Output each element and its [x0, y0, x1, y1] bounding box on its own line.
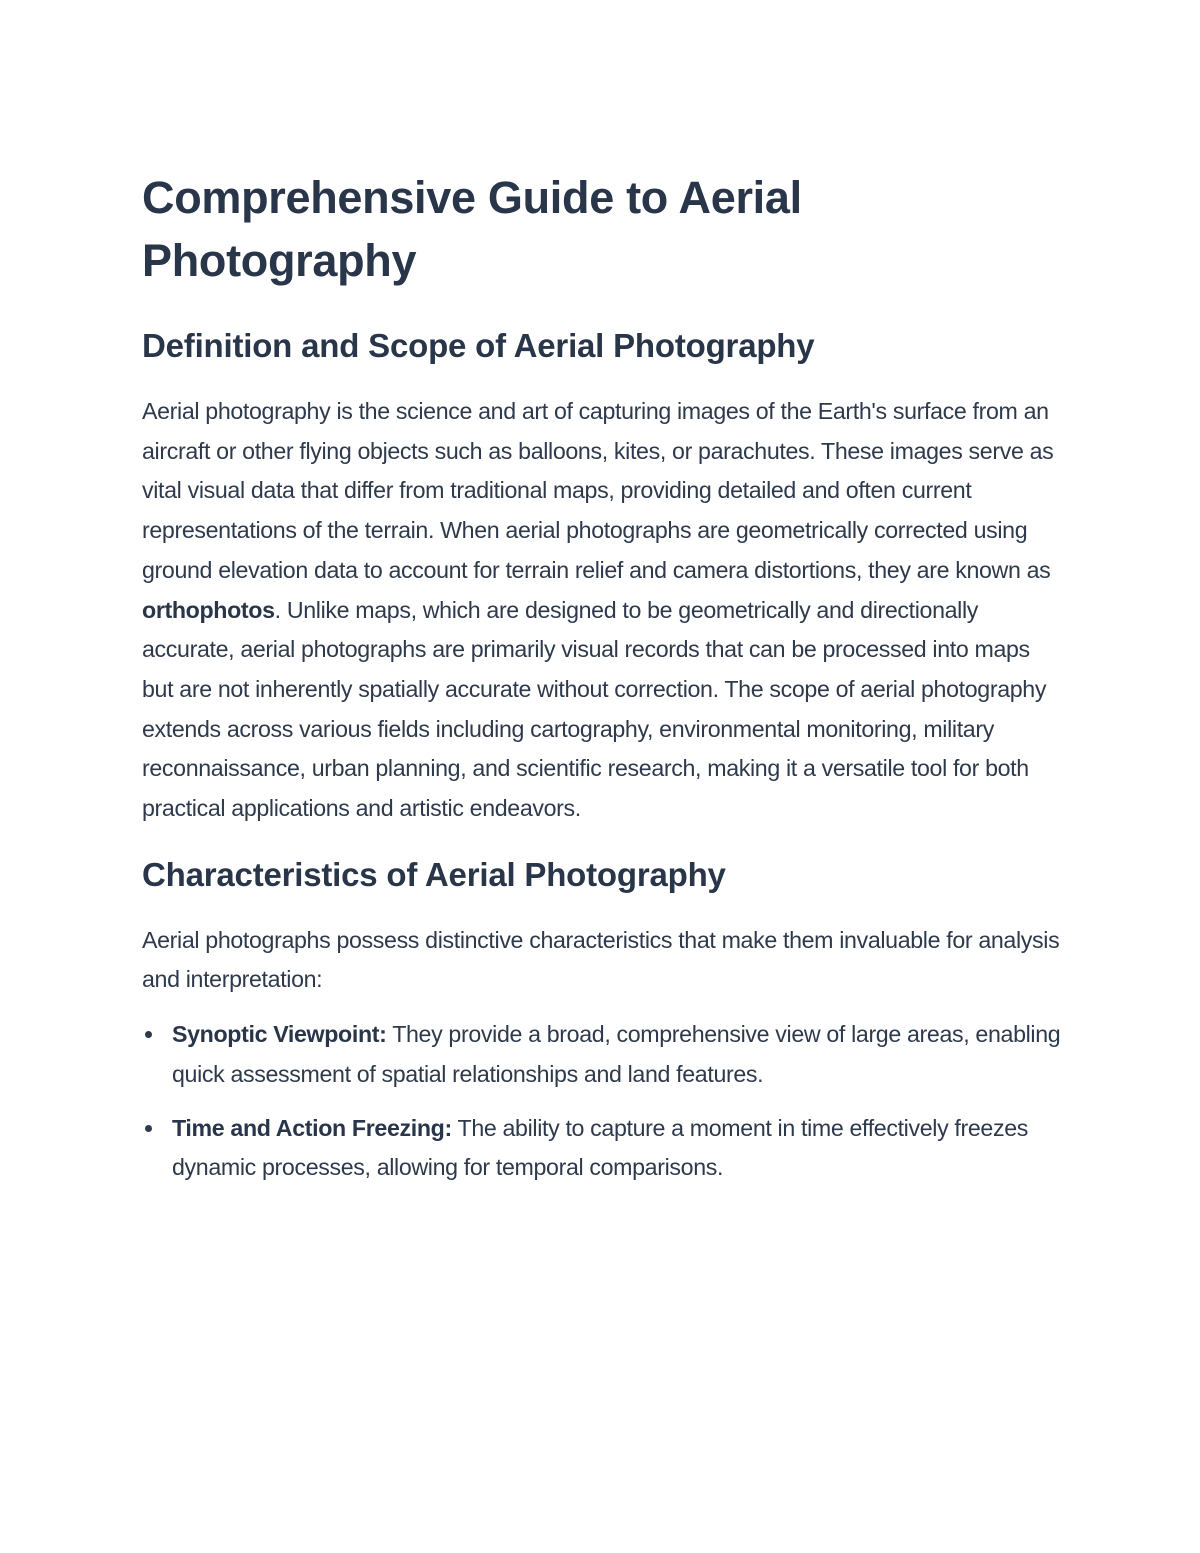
bullet-icon [145, 1031, 152, 1038]
list-item [142, 1109, 1062, 1188]
list-item-text: They provide a broad, comprehensive view of large areas, enabling quick assessment of spatial relationships and land features. [172, 1021, 1061, 1087]
section-body-definition [142, 392, 1062, 829]
body-text-part-2: . Unlike maps, which are designed to be geometrically and directionally accurate, aerial photographs are primarily visual records that can be processed into maps but are not inherently spatially accurate without correction. The scope of aerial photography extends across various fields including cartography, environmental monitoring, military reconnaissance, urban planning, and scientific research, making it a versatile tool for both practical applications and artistic endeavors. [142, 596, 1047, 822]
document-page [142, 166, 1062, 1188]
characteristics-list [142, 1015, 1062, 1188]
list-item-term: Synoptic Viewpoint: [172, 1021, 387, 1048]
page-title: Comprehensive Guide to Aerial Photography [142, 172, 802, 286]
list-item-text: The ability to capture a moment in time effectively freezes dynamic processes, allowing for temporal comparisons. [172, 1114, 1028, 1181]
bullet-icon [145, 1125, 152, 1132]
body-emphasis-orthophotos: orthophotos [142, 596, 275, 623]
section-heading-characteristics: Characteristics of Aerial Photography [142, 855, 726, 893]
body-text-part-1: Aerial photography is the science and art of capturing images of the Earth's surface from an aircraft or other flying objects such as balloons, kites, or parachutes. These images serve as vital visual data that differ from traditional maps, providing detailed and often current representations of the terrain. When aerial photographs are geometrically corrected using ground elevation data to account for terrain relief and camera distortions, they are known as [142, 398, 1054, 583]
list-item-term: Time and Action Freezing: [172, 1114, 452, 1141]
section-heading-definition: Definition and Scope of Aerial Photography [142, 327, 815, 364]
section-intro-characteristics: Aerial photographs possess distinctive characteristics that make them invaluable for analysis and interpretation: [142, 926, 1060, 993]
list-item [142, 1015, 1062, 1094]
